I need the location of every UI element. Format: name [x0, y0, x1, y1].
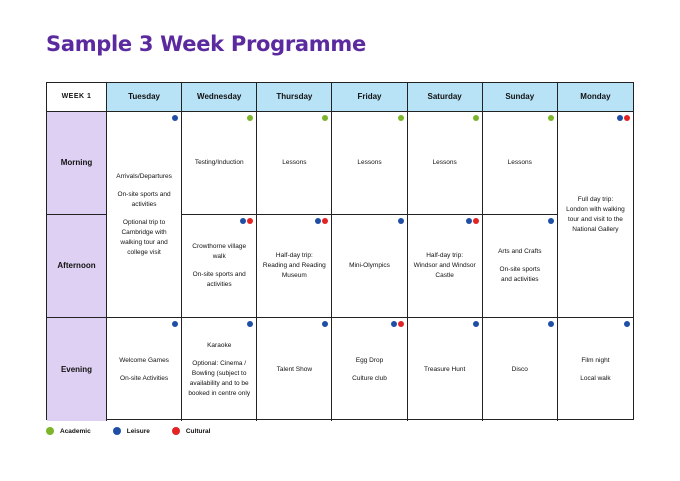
category-dots — [473, 115, 479, 121]
activity-text: On-site sports and — [192, 271, 246, 278]
activity-text: Mini-Olympics — [349, 262, 390, 269]
academic-dot-icon — [46, 427, 54, 435]
activity-text: Half-day trip: — [426, 252, 464, 259]
day-header-sunday: Sunday — [483, 83, 558, 112]
activity-cell-wednesday-afternoon — [182, 215, 257, 318]
category-dots — [172, 115, 178, 121]
category-dots — [466, 218, 479, 224]
legend-item-cultural — [172, 427, 211, 435]
activity-text: walking tour and — [120, 238, 168, 246]
leisure-dot-icon — [113, 427, 121, 435]
category-dots — [322, 321, 328, 327]
category-dots — [548, 115, 554, 121]
legend-label-cultural: Cultural — [185, 427, 211, 435]
academic-dot-icon — [548, 115, 554, 121]
leisure-dot-icon — [315, 218, 321, 224]
activity-text: Lessons — [282, 159, 307, 166]
activity-cell-thursday-morning — [257, 112, 332, 215]
activity-cell-sunday-evening — [483, 318, 558, 421]
leisure-dot-icon — [240, 218, 246, 224]
category-dots — [247, 321, 253, 327]
activity-text: On-site sports and — [117, 190, 171, 198]
activity-text: Crowthorne village — [192, 243, 247, 250]
academic-dot-icon — [398, 115, 404, 121]
activity-text: Castle — [435, 272, 454, 279]
category-dots — [617, 115, 630, 121]
academic-dot-icon — [473, 115, 479, 121]
day-header-wednesday: Wednesday — [182, 83, 257, 112]
cultural-dot-icon — [172, 427, 180, 435]
activity-cell-friday-afternoon — [332, 215, 407, 318]
activity-text: Lessons — [507, 159, 532, 166]
leisure-dot-icon — [172, 115, 178, 121]
category-dots — [247, 115, 253, 121]
cultural-dot-icon — [247, 218, 253, 224]
activity-cell-wednesday-morning — [182, 112, 257, 215]
day-header-saturday: Saturday — [408, 83, 483, 112]
activity-cell-monday-evening — [558, 318, 633, 421]
activity-text: Treasure Hunt — [423, 365, 466, 373]
activity-cell-friday-evening — [332, 318, 407, 421]
page-title: Sample 3 Week Programme — [46, 32, 366, 56]
activity-text: walk — [212, 253, 226, 260]
leisure-dot-icon — [548, 321, 554, 327]
activity-text: Full day trip: — [577, 195, 614, 203]
activity-text: Museum — [281, 272, 307, 279]
category-dots — [240, 218, 253, 224]
activity-cell-sunday-morning — [483, 112, 558, 215]
activity-text: Optional: Cinema / — [192, 359, 247, 367]
slot-label-evening: Evening — [47, 318, 107, 421]
leisure-dot-icon — [247, 321, 253, 327]
activity-text: and activities — [500, 276, 539, 283]
category-dots — [473, 321, 479, 327]
leisure-dot-icon — [391, 321, 397, 327]
day-header-tuesday: Tuesday — [107, 83, 182, 112]
slot-label-afternoon: Afternoon — [47, 215, 107, 318]
activity-text: Lessons — [432, 159, 457, 166]
cultural-dot-icon — [624, 115, 630, 121]
leisure-dot-icon — [398, 218, 404, 224]
activity-cell-thursday-afternoon — [257, 215, 332, 318]
activity-text: Windsor and Windsor — [413, 262, 476, 269]
category-dots — [624, 321, 630, 327]
academic-dot-icon — [322, 115, 328, 121]
activity-text: National Gallery — [572, 225, 619, 233]
activity-text: college visit — [127, 248, 161, 256]
activity-cell-saturday-morning — [408, 112, 483, 215]
leisure-dot-icon — [624, 321, 630, 327]
category-dots — [398, 115, 404, 121]
leisure-dot-icon — [172, 321, 178, 327]
activity-cell-saturday-evening — [408, 318, 483, 421]
activity-text: availability and to be — [189, 379, 249, 387]
cultural-dot-icon — [473, 218, 479, 224]
activity-text: Half-day trip: — [275, 252, 313, 259]
activity-text: Lessons — [357, 159, 382, 166]
activity-text: Karaoke — [207, 341, 232, 349]
day-header-thursday: Thursday — [257, 83, 332, 112]
legend-label-academic: Academic — [60, 427, 91, 435]
day-header-friday: Friday — [332, 83, 407, 112]
activity-text: Disco — [511, 365, 528, 373]
week-label: WEEK 1 — [47, 83, 107, 112]
leisure-dot-icon — [322, 321, 328, 327]
legend — [46, 427, 210, 435]
legend-item-leisure — [113, 427, 150, 435]
cultural-dot-icon — [398, 321, 404, 327]
slot-label-morning: Morning — [47, 112, 107, 215]
activity-text: Cambridge with — [121, 228, 167, 236]
category-dots — [548, 218, 554, 224]
activity-text: London with walking — [566, 205, 625, 213]
category-dots — [315, 218, 328, 224]
activity-text: Welcome Games — [119, 356, 169, 364]
legend-label-leisure: Leisure — [126, 427, 150, 435]
activity-text: Culture club — [352, 374, 387, 382]
activity-text: tour and visit to the — [567, 215, 623, 223]
activity-text: Arts and Crafts — [498, 248, 542, 255]
activity-text: activities — [206, 281, 232, 288]
activity-cell-friday-morning — [332, 112, 407, 215]
activity-cell-monday-day — [558, 112, 633, 318]
activity-text: booked in centre only — [188, 389, 251, 397]
activity-text: Arrivals/Departures — [116, 172, 172, 180]
category-dots — [398, 218, 404, 224]
category-dots — [172, 321, 178, 327]
leisure-dot-icon — [548, 218, 554, 224]
activity-text: Local walk — [580, 374, 611, 382]
activity-cell-tuesday-evening — [107, 318, 182, 421]
category-dots — [322, 115, 328, 121]
activity-cell-sunday-afternoon — [483, 215, 558, 318]
activity-cell-saturday-afternoon — [408, 215, 483, 318]
activity-text: Egg Drop — [355, 356, 384, 364]
programme-table — [46, 82, 634, 420]
leisure-dot-icon — [466, 218, 472, 224]
activity-cell-wednesday-evening — [182, 318, 257, 421]
activity-text: Film night — [581, 356, 610, 364]
activity-text: activities — [131, 200, 157, 208]
activity-text: Bowling (subject to — [191, 369, 247, 377]
leisure-dot-icon — [473, 321, 479, 327]
activity-text: Talent Show — [276, 365, 313, 373]
leisure-dot-icon — [617, 115, 623, 121]
activity-text: Reading and Reading — [262, 262, 326, 269]
cultural-dot-icon — [322, 218, 328, 224]
activity-text: Optional trip to — [122, 218, 166, 226]
activity-text: On-site Activities — [120, 374, 169, 382]
activity-cell-thursday-evening — [257, 318, 332, 421]
activity-text: Testing/Induction — [194, 159, 244, 166]
category-dots — [391, 321, 404, 327]
activity-text: On-site sports — [499, 266, 540, 273]
day-header-monday: Monday — [558, 83, 633, 112]
category-dots — [548, 321, 554, 327]
legend-item-academic — [46, 427, 91, 435]
academic-dot-icon — [247, 115, 253, 121]
activity-cell-tuesday-day — [107, 112, 182, 318]
